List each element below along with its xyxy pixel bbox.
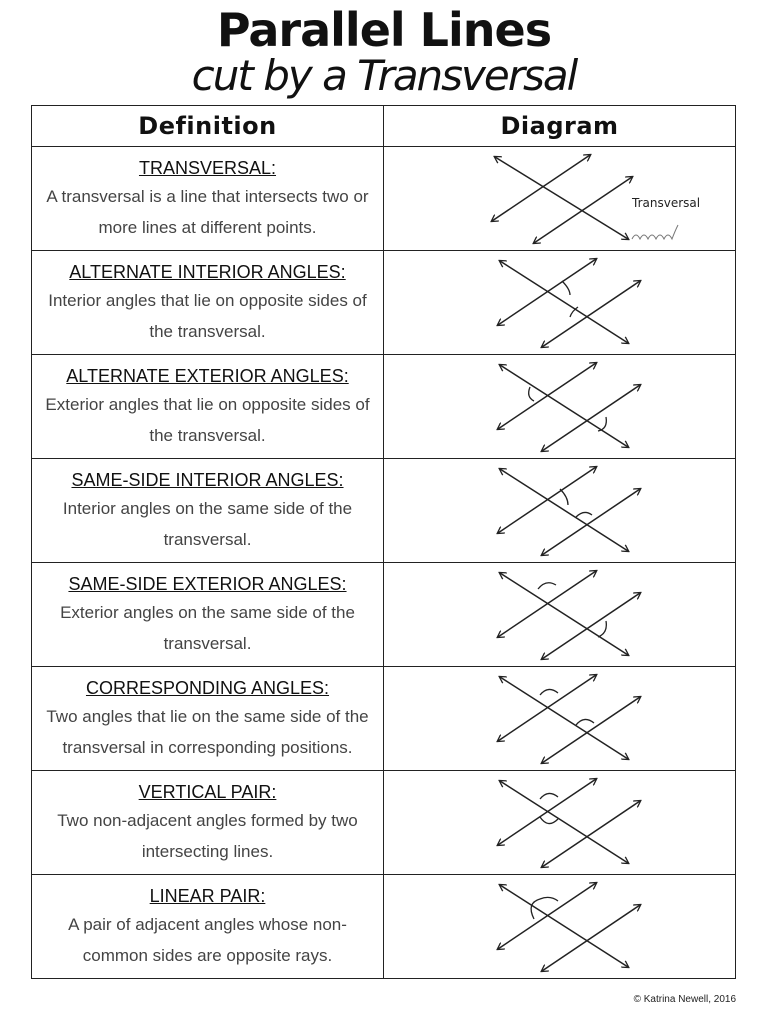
page-title: Parallel Lines	[216, 3, 552, 57]
description-same-side-interior: Interior angles on the same side of the transversal.	[62, 498, 353, 549]
diagram-cell	[384, 147, 736, 251]
angle-arc	[562, 281, 570, 295]
alternate-interior-diagram	[400, 253, 720, 353]
term-same-side-exterior: SAME-SIDE EXTERIOR ANGLES:	[68, 573, 347, 594]
description-corresponding: Two angles that lie on the same side of the transversal in corresponding positions.	[46, 706, 369, 757]
table-row	[32, 667, 736, 771]
angle-arc	[576, 719, 594, 725]
diagram-cell	[384, 875, 736, 979]
table-row	[32, 875, 736, 979]
term-alternate-interior: ALTERNATE INTERIOR ANGLES:	[69, 261, 346, 282]
definition-cell	[32, 459, 384, 563]
table-row	[32, 771, 736, 875]
table-row	[32, 563, 736, 667]
table-row	[32, 251, 736, 355]
description-same-side-exterior: Exterior angles on the same side of the transversal.	[60, 602, 355, 653]
page-subtitle: cut by a Transversal	[191, 51, 577, 100]
term-vertical-pair: VERTICAL PAIR:	[138, 781, 277, 802]
diagram-cell	[384, 355, 736, 459]
table-row	[32, 355, 736, 459]
definition-cell	[32, 667, 384, 771]
squiggle-decoration	[632, 225, 678, 239]
term-alternate-exterior: ALTERNATE EXTERIOR ANGLES:	[66, 365, 349, 386]
angle-arc	[538, 582, 556, 588]
term-transversal: TRANSVERSAL:	[138, 157, 277, 178]
definition-cell	[32, 355, 384, 459]
definition-cell	[32, 251, 384, 355]
corresponding-diagram	[400, 669, 720, 769]
definition-cell	[32, 563, 384, 667]
angle-arc	[540, 689, 558, 695]
diagram-cell	[384, 251, 736, 355]
term-linear-pair: LINEAR PAIR:	[149, 885, 266, 906]
vertical-pair-diagram	[400, 773, 720, 873]
table-row	[32, 147, 736, 251]
definition-cell	[32, 771, 384, 875]
diagram-cell	[384, 459, 736, 563]
angle-arc	[598, 621, 606, 637]
copyright-notice: © Katrina Newell, 2016	[633, 994, 736, 1005]
description-transversal: A transversal is a line that intersects two or more lines at different points.	[46, 186, 369, 237]
description-alternate-exterior: Exterior angles that lie on opposite sides of the transversal.	[45, 394, 370, 445]
transversal-line	[495, 157, 628, 239]
angle-arc	[528, 387, 533, 401]
description-vertical-pair: Two non-adjacent angles formed by two intersecting lines.	[57, 810, 358, 861]
definition-cell	[32, 875, 384, 979]
header-definition: Definition	[32, 106, 384, 147]
transversal-label: Transversal	[631, 195, 700, 210]
diagram-cell	[384, 771, 736, 875]
description-alternate-interior: Interior angles that lie on opposite sides of the transversal.	[48, 290, 367, 341]
angle-arc	[576, 512, 592, 517]
description-linear-pair: A pair of adjacent angles whose non-common sides are opposite rays.	[68, 914, 347, 965]
angle-arc	[540, 793, 558, 799]
transversal-diagram	[400, 149, 720, 249]
linear-pair-diagram	[400, 877, 720, 977]
term-corresponding: CORRESPONDING ANGLES:	[85, 677, 330, 698]
term-same-side-interior: SAME-SIDE INTERIOR ANGLES:	[71, 469, 344, 490]
table-header-row	[32, 106, 736, 147]
angle-arc	[560, 489, 568, 505]
same-side-interior-diagram	[400, 461, 720, 561]
alternate-exterior-diagram	[400, 357, 720, 457]
diagram-cell	[384, 667, 736, 771]
angle-arc	[540, 817, 558, 824]
header-diagram: Diagram	[384, 106, 736, 147]
same-side-exterior-diagram	[400, 565, 720, 665]
diagram-cell	[384, 563, 736, 667]
definitions-table	[31, 105, 736, 979]
definition-cell	[32, 147, 384, 251]
table-row	[32, 459, 736, 563]
